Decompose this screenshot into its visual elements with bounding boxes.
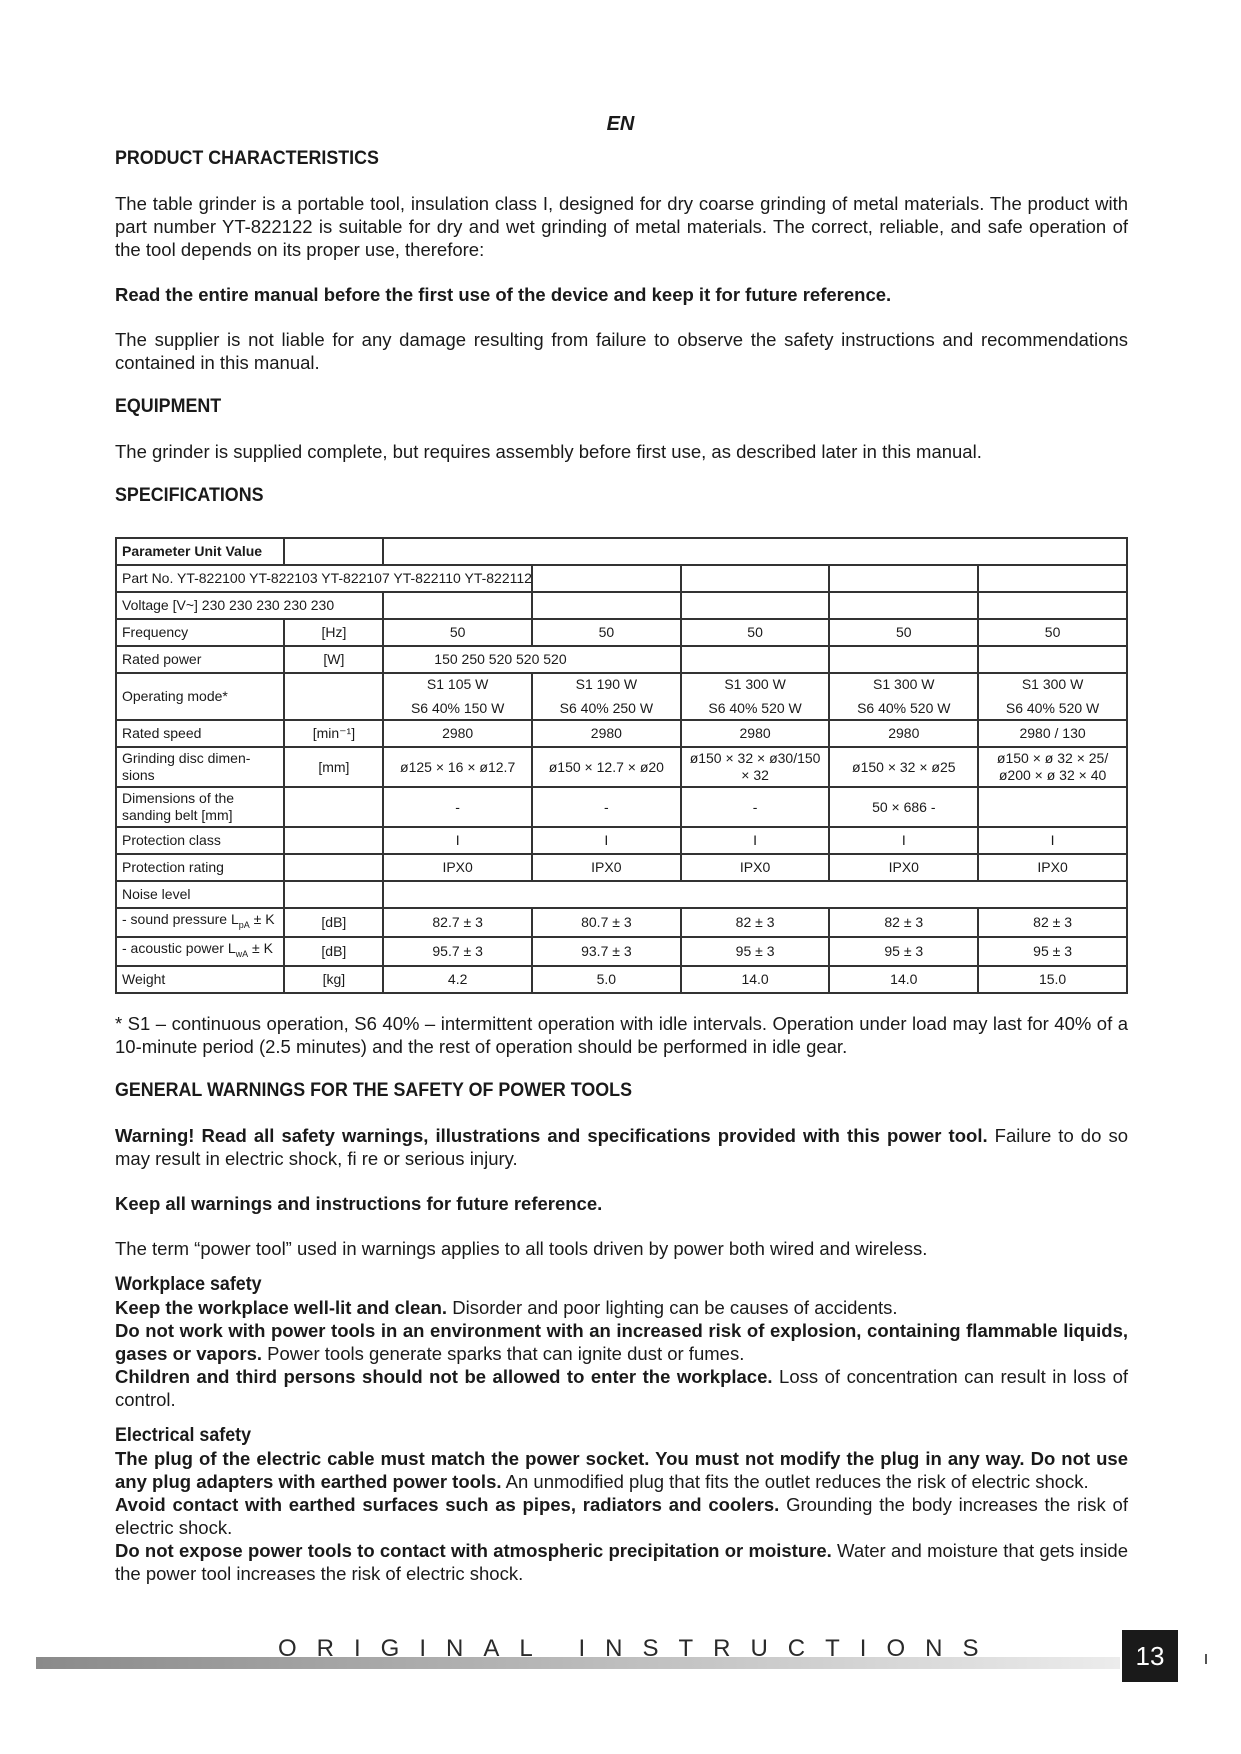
grinding-disc-unit: [mm] — [284, 747, 383, 787]
weight-unit: [kg] — [284, 966, 383, 993]
specifications-table — [115, 537, 1128, 994]
table-row — [116, 592, 1127, 619]
table-cell: IPX0 — [829, 854, 978, 881]
sanding-belt-label: Dimensions of the sanding belt [mm] — [116, 787, 284, 827]
product-characteristics-paragraph: The table grinder is a portable tool, insulation class I, designed for dry coarse grinding of metal materials. The product with part number YT-822122 is suitable for dry and wet grinding of metal materials. The correct, reliable, and safe operation of the tool depends on its proper use, therefore: — [115, 193, 1128, 260]
table-cell: 14.0 — [829, 966, 978, 993]
page-edge-tick — [1205, 1654, 1207, 1664]
electrical-safety-heading: Electrical safety — [115, 1424, 252, 1446]
noise-level-label: Noise level — [116, 881, 284, 908]
protection-rating-label: Protection rating — [116, 854, 284, 881]
table-cell: 95 ± 3 — [978, 937, 1127, 966]
rated-power-unit: [W] — [284, 646, 383, 673]
table-cell: 80.7 ± 3 — [532, 908, 681, 937]
sound-pressure-label: - sound pressure $L_{pA} \pm K$ — [116, 908, 284, 937]
table-cell: 82.7 ± 3 — [383, 908, 532, 937]
table-cell: 50 — [978, 619, 1127, 646]
read-manual-bold: Read the entire manual before the first use of the device and keep it for future reference. — [115, 284, 892, 305]
table-cell: S1 300 W S6 40% 520 W — [829, 673, 978, 720]
table-row — [116, 673, 1127, 720]
table-row — [116, 787, 1127, 827]
equipment-paragraph: The grinder is supplied complete, but requires assembly before first use, as described later in this manual. — [115, 441, 982, 462]
page-content — [115, 148, 1128, 1585]
specifications-heading: SPECIFICATIONS — [115, 485, 264, 506]
language-label: EN — [606, 113, 635, 135]
warning-paragraph: Warning! Read all safety warnings, illustrations and specifications provided with this power tool. Failure to do so may result in electric shock, fi re or serious injury. — [115, 1124, 1128, 1169]
electrical-item: Do not expose power tools to contact with atmospheric precipitation or moisture. Water and moisture that gets inside the power tool increases the risk of electric shock. — [115, 1539, 1128, 1584]
table-cell: - — [532, 787, 681, 827]
table-cell: I — [978, 827, 1127, 854]
frequency-label: Frequency — [116, 619, 284, 646]
read-manual-notice — [115, 283, 1128, 306]
workplace-item: Do not work with power tools in an environment with an increased risk of explosion, containing flammable liquids, gases or vapors. Power tools generate sparks that can ignite dust or fumes. — [115, 1319, 1128, 1364]
table-cell: 82 ± 3 — [681, 908, 830, 937]
table-cell: 2980 — [532, 720, 681, 747]
operating-mode-label: Operating mode* — [116, 673, 284, 720]
voltage-cell: Voltage [V~] 230 230 230 230 230 — [116, 592, 383, 619]
table-cell: 82 ± 3 — [978, 908, 1127, 937]
table-cell: 95 ± 3 — [829, 937, 978, 966]
table-row — [116, 827, 1127, 854]
acoustic-power-unit: [dB] — [284, 937, 383, 966]
table-cell: 15.0 — [978, 966, 1127, 993]
table-cell: 95 ± 3 — [681, 937, 830, 966]
table-cell: - — [681, 787, 830, 827]
acoustic-power-label: - acoustic power $L_{wA} \pm K$ — [116, 937, 284, 966]
workplace-item: Children and third persons should not be allowed to enter the workplace. Loss of concentration can result in loss of control. — [115, 1365, 1128, 1410]
table-cell: I — [681, 827, 830, 854]
table-cell: 50 — [383, 619, 532, 646]
table-cell: IPX0 — [532, 854, 681, 881]
table-row — [116, 619, 1127, 646]
table-cell: S1 300 W S6 40% 520 W — [681, 673, 830, 720]
table-cell: 2980 / 130 — [978, 720, 1127, 747]
original-instructions-label: ORIGINAL INSTRUCTIONS — [278, 1635, 999, 1662]
weight-label: Weight — [116, 966, 284, 993]
rated-speed-label: Rated speed — [116, 720, 284, 747]
rated-power-values: 150 250 520 520 520 — [383, 646, 680, 673]
operating-mode-footnote: * S1 – continuous operation, S6 40% – intermittent operation with idle intervals. Operation under load may last for 40% of a 10-minute period (2.5 minutes) and the rest of operation should be performed in idle gear. — [115, 1012, 1128, 1057]
table-row — [116, 646, 1127, 673]
sound-pressure-unit: [dB] — [284, 908, 383, 937]
table-cell: I — [383, 827, 532, 854]
table-row — [116, 720, 1127, 747]
table-row — [116, 966, 1127, 993]
table-row — [116, 937, 1127, 966]
table-cell: 5.0 — [532, 966, 681, 993]
table-row — [116, 881, 1127, 908]
table-cell: IPX0 — [978, 854, 1127, 881]
table-cell: ø150 × ø 32 × 25/ø200 × ø 32 × 40 — [978, 747, 1127, 787]
table-cell: 14.0 — [681, 966, 830, 993]
liability-paragraph: The supplier is not liable for any damage resulting from failure to observe the safety instructions and recommendations contained in this manual. — [115, 329, 1128, 373]
equipment-heading: EQUIPMENT — [115, 396, 222, 417]
table-cell: I — [532, 827, 681, 854]
protection-class-label: Protection class — [116, 827, 284, 854]
table-cell: IPX0 — [383, 854, 532, 881]
table-cell: 50 — [532, 619, 681, 646]
power-tool-term-paragraph: The term “power tool” used in warnings applies to all tools driven by power both wired and wireless. — [115, 1237, 928, 1259]
product-characteristics-heading: PRODUCT CHARACTERISTICS — [115, 148, 379, 169]
keep-warnings-notice: Keep all warnings and instructions for future reference. — [115, 1192, 603, 1214]
part-no-cell: Part No. YT-822100 YT-822103 YT-822107 YT-822110 YT-822112 — [116, 565, 532, 592]
table-cell: - — [383, 787, 532, 827]
table-cell: 50 — [829, 619, 978, 646]
table-cell: S1 190 W S6 40% 250 W — [532, 673, 681, 720]
general-warnings-heading: GENERAL WARNINGS FOR THE SAFETY OF POWER TOOLS — [115, 1079, 632, 1101]
electrical-item: Avoid contact with earthed surfaces such as pipes, radiators and coolers. Grounding the body increases the risk of electric shock. — [115, 1493, 1128, 1538]
table-cell: 95.7 ± 3 — [383, 937, 532, 966]
frequency-unit: [Hz] — [284, 619, 383, 646]
table-cell: 2980 — [681, 720, 830, 747]
workplace-safety-heading: Workplace safety — [115, 1273, 262, 1295]
page-number: 13 — [1122, 1630, 1178, 1682]
table-header-cell: Parameter Unit Value — [116, 538, 284, 565]
table-cell: S1 300 W S6 40% 520 W — [978, 673, 1127, 720]
table-row — [116, 908, 1127, 937]
table-cell: 4.2 — [383, 966, 532, 993]
table-cell: S1 105 W S6 40% 150 W — [383, 673, 532, 720]
rated-speed-unit: [min⁻¹] — [284, 720, 383, 747]
table-cell: ø150 × 32 × ø25 — [829, 747, 978, 787]
table-cell: IPX0 — [681, 854, 830, 881]
table-row — [116, 538, 1127, 565]
table-row — [116, 565, 1127, 592]
table-row — [116, 747, 1127, 787]
electrical-item: The plug of the electric cable must match the power socket. You must not modify the plug in any way. Do not use any plug adapters with earthed power tools. An unmodified plug that fits the outlet reduces the risk of electric shock. — [115, 1447, 1128, 1492]
table-cell: I — [829, 827, 978, 854]
table-cell: 2980 — [383, 720, 532, 747]
table-cell: ø125 × 16 × ø12.7 — [383, 747, 532, 787]
table-cell: 2980 — [829, 720, 978, 747]
workplace-item: Keep the workplace well-lit and clean. Disorder and poor lighting can be causes of accidents. — [115, 1296, 898, 1318]
table-row — [116, 854, 1127, 881]
table-cell: 50 × 686 - — [829, 787, 978, 827]
table-cell: ø150 × 12.7 × ø20 — [532, 747, 681, 787]
table-cell: 93.7 ± 3 — [532, 937, 681, 966]
rated-power-label: Rated power — [116, 646, 284, 673]
table-cell: 50 — [681, 619, 830, 646]
table-cell: 82 ± 3 — [829, 908, 978, 937]
grinding-disc-label: Grinding disc dimen-sions — [116, 747, 284, 787]
page-footer — [0, 1630, 1241, 1690]
table-cell: ø150 × 32 × ø30/150 × 32 — [681, 747, 830, 787]
